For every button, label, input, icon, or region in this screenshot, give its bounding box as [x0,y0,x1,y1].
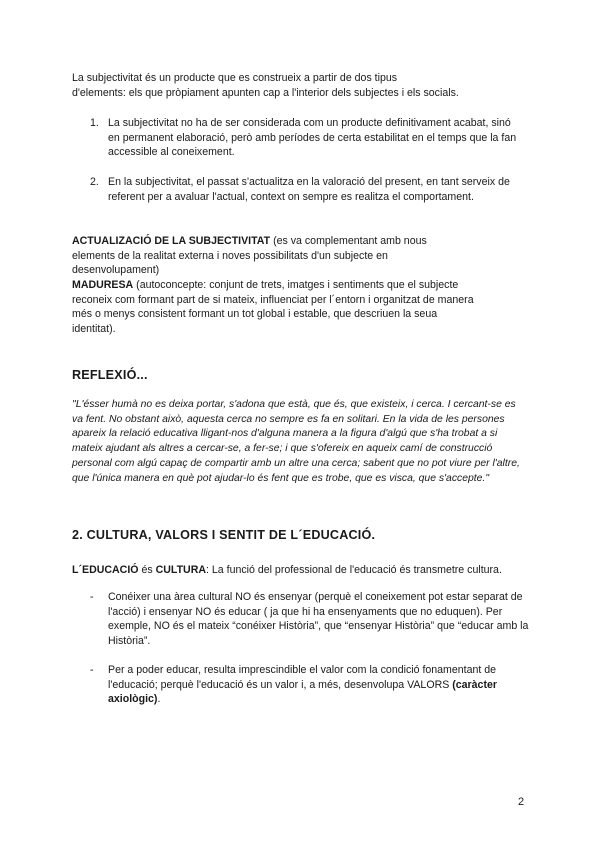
section-2-lead [72,563,532,578]
page-number: 2 [518,796,525,808]
bullet-text [108,663,530,707]
actualizacio-term: ACTUALIZACIÓ DE LA SUBJECTIVITAT [72,235,271,247]
reflexio-heading: REFLEXIÓ... [72,368,148,382]
intro-line-1: La subjectivitat és un producte que es construeix a partir de dos tipus [72,72,398,84]
intro-paragraph [72,71,512,100]
list-marker: 1. [90,117,99,129]
maduresa-paragraph [72,278,482,336]
bullet-bold-text: (caràcter axiològic) [108,678,497,706]
reflexio-quote: "L'ésser humà no es deixa portar, s'adona que està, que és, que existeix, i cerca. I cercant-se es va fent. No obstant això, aquesta cerca no sempre es fa en solitari. En la vida de les persones apareix la relació educativa lligant-nos d'alguna manera a la figura d'algú que s'ha trobat a si mateix ajudant als altres a cercar-se, a fer-se; i que s'ofereix en aqueix camí de construcció personal com algú capaç de compartir amb un altre una cerca; sabent que no pot viure per l'altre, que l'única manera en què pot ajudar-lo és fent que es trobe, que es visca, que s'accepte." [72,399,520,484]
bullet-text-after: . [157,693,161,706]
bullet-text: Conéixer una àrea cultural NO és ensenyar (perquè el coneixement pot estar separat de l'acció) i ensenyar NO és educar ( ja que hi ha ensenyaments que no eduquen). Per exemple, NO és el mateix “conéixer Història”, que “ensenyar Història” que “educar amb la Història”. [108,591,529,647]
bullet-item-2 [90,663,530,707]
lead-term-educacio: L´EDUCACIÓ [72,564,139,576]
list-marker: 2. [90,176,99,188]
lead-term-cultura: CULTURA [155,564,207,576]
bullet-text-before: Per a poder educar, resulta imprescindible el valor com la condició fonamentant de l'educació; perquè l'educació és un valor i, a més, desenvolupa VALORS [108,664,497,691]
bullet-item-1 [90,590,530,648]
maduresa-term: MADURESA [72,279,134,291]
actualizacio-paragraph [72,234,472,278]
list-item-text: En la subjectivitat, el passat s'actualitza en la valoració del present, en tant serveix de referent per a avaluar l'actual, context on sempre es realitza el comportament. [108,176,510,203]
actualizacio-text: (es va complementant amb nous elements de la realitat externa i noves possibilitats d'un subjecte en desenvolupament) [72,235,427,277]
numbered-item-2 [90,175,520,204]
numbered-item-1 [90,116,520,160]
lead-text: : La funció del professional de l'educació és transmetre cultura. [206,564,502,576]
list-item-text: La subjectivitat no ha de ser considerada com un producte definitivament acabat, sinó en permanent elaboració, però amb períodes de certa estabilitat en el temps que la fan accessible al coneixement. [108,117,517,159]
lead-connector: és [138,564,156,576]
bullet-marker: - [90,664,94,676]
bullet-marker: - [90,591,94,603]
intro-line-2: d'elements: els que pròpiament apunten cap a l'interior dels subjectes i els socials. [72,86,459,99]
section-2-heading: 2. CULTURA, VALORS I SENTIT DE L´EDUCACIÓ. [72,528,376,542]
maduresa-text: (autoconcepte: conjunt de trets, imatges i sentiments que el subjecte reconeix com formant part de si mateix, influenciat per l´entorn i organitzat de manera més o menys consistent formant un tot global i estable, que descriuen la seua identitat). [72,279,474,335]
